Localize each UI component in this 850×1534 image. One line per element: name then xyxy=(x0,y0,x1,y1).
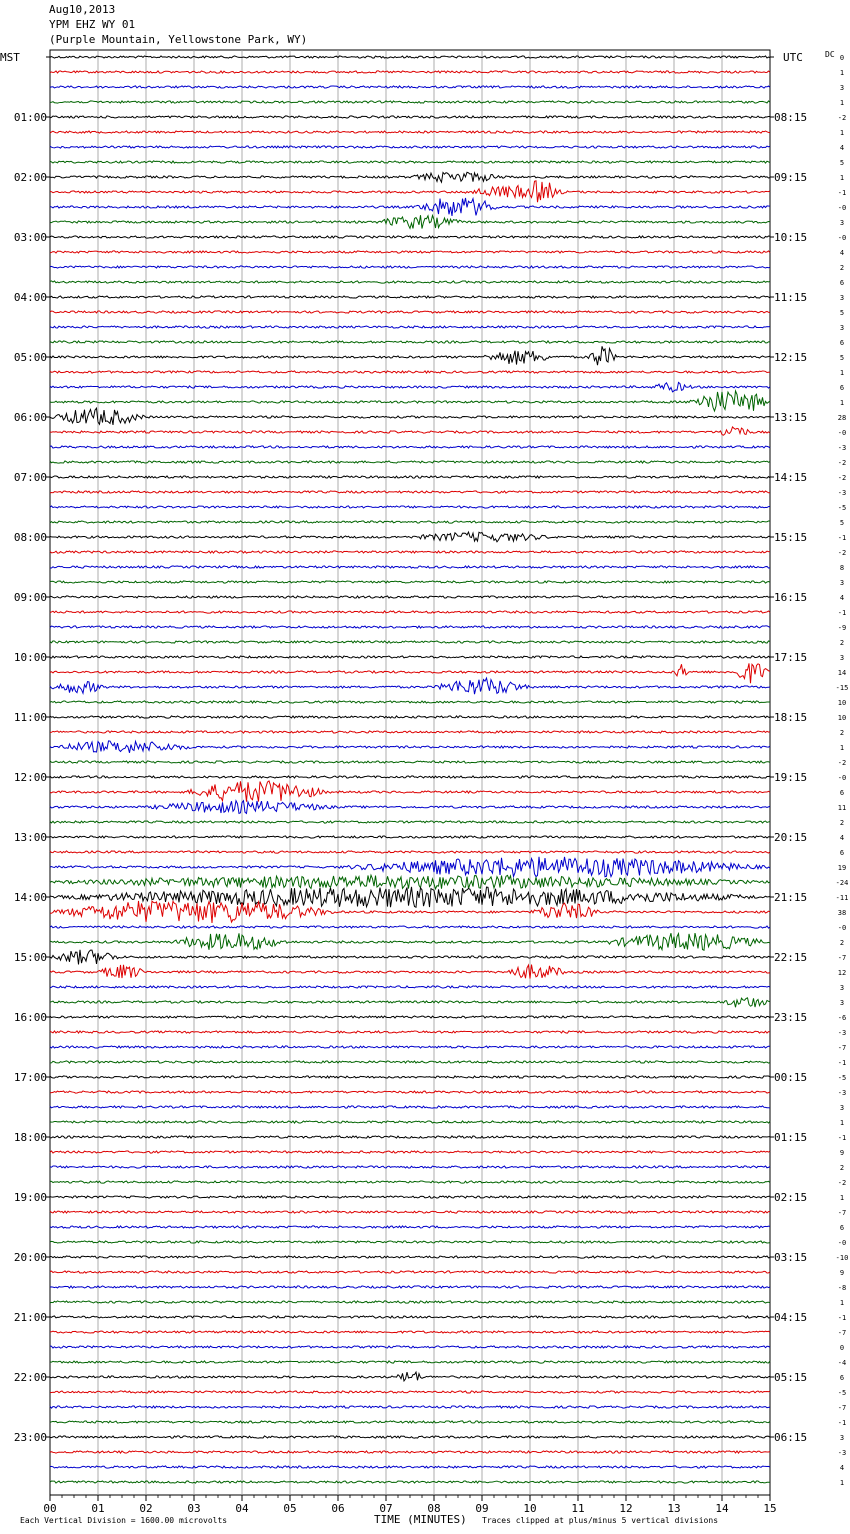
utc-hour-label: 02:15 xyxy=(774,1191,808,1204)
dc-offset-value: -1 xyxy=(837,1314,847,1322)
x-axis-title: TIME (MINUTES) xyxy=(374,1513,467,1526)
seismic-trace xyxy=(50,446,770,448)
seismic-trace xyxy=(50,1076,770,1078)
seismic-trace xyxy=(50,521,770,523)
dc-offset-value: -5 xyxy=(837,1389,847,1397)
utc-hour-label: 11:15 xyxy=(774,291,808,304)
dc-offset-value: 5 xyxy=(839,354,845,362)
seismic-trace xyxy=(50,1436,770,1438)
dc-offset-value: -3 xyxy=(837,1449,847,1457)
mst-hour-label: 10:00 xyxy=(13,651,47,664)
dc-offset-value: 12 xyxy=(837,969,847,977)
utc-hour-label: 16:15 xyxy=(774,591,808,604)
dc-offset-value: 2 xyxy=(839,639,845,647)
seismic-trace xyxy=(50,391,770,411)
utc-hour-label: 19:15 xyxy=(774,771,808,784)
dc-offset-value: 2 xyxy=(839,819,845,827)
scale-note: Each Vertical Division = 1600.00 microvolts xyxy=(20,1516,228,1525)
seismic-trace xyxy=(50,131,770,133)
dc-offset-value: 1 xyxy=(839,174,845,182)
seismic-trace xyxy=(50,476,770,478)
utc-hour-label: 20:15 xyxy=(774,831,808,844)
mst-hour-label: 21:00 xyxy=(13,1311,47,1324)
seismic-trace xyxy=(50,71,770,73)
dc-offset-value: 1 xyxy=(839,369,845,377)
seismic-trace xyxy=(50,296,770,298)
seismic-trace xyxy=(50,965,770,979)
seismic-trace xyxy=(50,116,770,118)
mst-hour-label: 06:00 xyxy=(13,411,47,424)
seismic-trace xyxy=(50,1121,770,1123)
seismic-trace xyxy=(50,887,770,907)
mst-hour-label: 09:00 xyxy=(13,591,47,604)
seismic-trace xyxy=(50,950,770,965)
dc-offset-value: 28 xyxy=(837,414,847,422)
dc-offset-value: 3 xyxy=(839,654,845,662)
seismic-trace xyxy=(50,1196,770,1198)
dc-offset-value: -0 xyxy=(837,774,847,782)
seismic-trace xyxy=(50,1061,770,1063)
seismic-trace xyxy=(50,1046,770,1048)
x-tick-label: 10 xyxy=(523,1502,537,1515)
station-location: (Purple Mountain, Yellowstone Park, WY) xyxy=(49,33,308,46)
dc-offset-value: -24 xyxy=(835,879,849,887)
utc-hour-label: 17:15 xyxy=(774,651,808,664)
seismic-trace xyxy=(50,933,770,950)
seismic-trace xyxy=(50,776,770,778)
mst-hour-label: 17:00 xyxy=(13,1071,47,1084)
seismic-trace xyxy=(50,266,770,268)
dc-offset-value: 1 xyxy=(839,1479,845,1487)
utc-hour-label: 15:15 xyxy=(774,531,808,544)
left-timezone-label: MST xyxy=(0,51,20,64)
x-tick-label: 07 xyxy=(379,1502,393,1515)
dc-offset-value: 3 xyxy=(839,1104,845,1112)
seismic-trace xyxy=(50,596,770,598)
dc-offset-value: -1 xyxy=(837,1419,847,1427)
seismic-traces xyxy=(50,56,770,1483)
dc-offset-value: 6 xyxy=(839,789,845,797)
seismic-trace xyxy=(50,408,770,425)
dc-offset-value: 4 xyxy=(839,1464,845,1472)
seismic-trace xyxy=(50,311,770,313)
seismic-trace xyxy=(50,281,770,283)
seismic-trace xyxy=(50,611,770,613)
utc-hour-label: 13:15 xyxy=(774,411,808,424)
seismic-trace xyxy=(50,741,770,753)
seismic-trace xyxy=(50,1481,770,1483)
seismic-trace xyxy=(50,1451,770,1453)
dc-offset-value: -0 xyxy=(837,204,847,212)
dc-offset-value: 11 xyxy=(837,804,847,812)
dc-offset-value: -2 xyxy=(837,549,847,557)
utc-hour-label: 00:15 xyxy=(774,1071,808,1084)
mst-hour-label: 05:00 xyxy=(13,351,47,364)
x-tick-label: 13 xyxy=(667,1502,681,1515)
seismic-trace xyxy=(50,1361,770,1363)
seismic-trace xyxy=(50,1466,770,1468)
dc-offset-value: -2 xyxy=(837,759,847,767)
x-tick-label: 15 xyxy=(763,1502,777,1515)
mst-hour-label: 03:00 xyxy=(13,231,47,244)
dc-offset-value: 5 xyxy=(839,309,845,317)
dc-offset-value: 3 xyxy=(839,84,845,92)
seismic-trace xyxy=(50,506,770,508)
seismic-trace xyxy=(50,626,770,628)
axis-labels xyxy=(14,54,848,1515)
utc-hour-label: 09:15 xyxy=(774,171,808,184)
seismic-trace xyxy=(50,566,770,568)
dc-offset-value: -1 xyxy=(837,189,847,197)
seismic-trace xyxy=(50,101,770,103)
utc-hour-label: 04:15 xyxy=(774,1311,808,1324)
x-tick-label: 00 xyxy=(43,1502,57,1515)
mst-hour-label: 12:00 xyxy=(13,771,47,784)
utc-hour-label: 12:15 xyxy=(774,351,808,364)
dc-offset-value: 0 xyxy=(839,54,845,62)
seismic-trace xyxy=(50,761,770,763)
seismic-trace xyxy=(50,161,770,163)
utc-hour-label: 22:15 xyxy=(774,951,808,964)
dc-offset-value: -2 xyxy=(837,459,847,467)
seismic-trace xyxy=(50,1031,770,1033)
dc-offset-value: -2 xyxy=(837,114,847,122)
dc-offset-value: 2 xyxy=(839,729,845,737)
seismic-trace xyxy=(50,236,770,238)
seismic-trace xyxy=(50,641,770,643)
dc-offset-value: 3 xyxy=(839,294,845,302)
dc-offset-value: 1 xyxy=(839,744,845,752)
seismic-trace xyxy=(50,1271,770,1273)
mst-hour-label: 22:00 xyxy=(13,1371,47,1384)
seismic-trace xyxy=(50,716,770,718)
mst-hour-label: 19:00 xyxy=(13,1191,47,1204)
mst-hour-label: 01:00 xyxy=(13,111,47,124)
dc-offset-value: -11 xyxy=(835,894,849,902)
mst-hour-label: 11:00 xyxy=(13,711,47,724)
x-tick-label: 14 xyxy=(715,1502,729,1515)
dc-offset-value: 6 xyxy=(839,384,845,392)
dc-offset-value: 6 xyxy=(839,1224,845,1232)
dc-offset-value: -2 xyxy=(837,1179,847,1187)
x-tick-label: 03 xyxy=(187,1502,201,1515)
dc-offset-value: 3 xyxy=(839,219,845,227)
dc-offset-value: 9 xyxy=(839,1269,845,1277)
mst-hour-label: 02:00 xyxy=(13,171,47,184)
dc-offset-value: 3 xyxy=(839,999,845,1007)
x-tick-label: 01 xyxy=(91,1502,105,1515)
seismic-trace xyxy=(50,198,770,216)
dc-label: DC xyxy=(825,50,835,59)
dc-offset-value: 3 xyxy=(839,1434,845,1442)
dc-offset-value: 0 xyxy=(839,1344,845,1352)
seismic-trace xyxy=(50,427,770,435)
seismic-trace xyxy=(50,1331,770,1333)
seismic-trace xyxy=(50,1241,770,1243)
mst-hour-label: 18:00 xyxy=(13,1131,47,1144)
dc-offset-value: 1 xyxy=(839,99,845,107)
dc-offset-value: 4 xyxy=(839,144,845,152)
dc-offset-value: 19 xyxy=(837,864,847,872)
dc-offset-value: -1 xyxy=(837,534,847,542)
seismic-trace xyxy=(50,1226,770,1228)
seismic-trace xyxy=(50,251,770,253)
seismic-trace xyxy=(50,382,770,391)
dc-offset-value: -3 xyxy=(837,489,847,497)
dc-offset-value: 10 xyxy=(837,699,847,707)
dc-offset-value: -0 xyxy=(837,1239,847,1247)
dc-offset-value: 2 xyxy=(839,1164,845,1172)
dc-offset-value: -1 xyxy=(837,1134,847,1142)
seismic-trace xyxy=(50,491,770,493)
dc-offset-value: -0 xyxy=(837,234,847,242)
seismic-trace xyxy=(50,581,770,583)
seismic-trace xyxy=(50,656,770,658)
station-code: YPM EHZ WY 01 xyxy=(49,18,136,31)
dc-offset-value: -7 xyxy=(837,1044,847,1052)
dc-offset-value: 9 xyxy=(839,1149,845,1157)
utc-hour-label: 10:15 xyxy=(774,231,808,244)
seismic-trace xyxy=(50,781,770,802)
seismic-trace xyxy=(50,346,770,365)
seismic-trace xyxy=(50,901,770,923)
right-timezone-label: UTC xyxy=(783,51,803,64)
seismic-trace xyxy=(50,1256,770,1258)
clip-note: Traces clipped at plus/minus 5 vertical divisions xyxy=(482,1516,719,1525)
seismic-trace xyxy=(50,532,770,542)
utc-hour-label: 03:15 xyxy=(774,1251,808,1264)
seismic-trace xyxy=(50,371,770,373)
dc-offset-value: 1 xyxy=(839,1299,845,1307)
seismic-trace xyxy=(50,326,770,328)
seismic-trace xyxy=(50,1166,770,1168)
seismic-trace xyxy=(50,836,770,838)
dc-offset-value: 4 xyxy=(839,249,845,257)
dc-offset-value: 2 xyxy=(839,264,845,272)
dc-offset-value: 8 xyxy=(839,564,845,572)
dc-offset-value: -2 xyxy=(837,474,847,482)
dc-offset-value: -7 xyxy=(837,1329,847,1337)
seismic-trace xyxy=(50,875,770,889)
mst-hour-label: 13:00 xyxy=(13,831,47,844)
dc-offset-value: -9 xyxy=(837,624,847,632)
x-tick-label: 11 xyxy=(571,1502,585,1515)
dc-offset-value: 3 xyxy=(839,579,845,587)
dc-offset-value: 1 xyxy=(839,399,845,407)
utc-hour-label: 18:15 xyxy=(774,711,808,724)
mst-hour-label: 15:00 xyxy=(13,951,47,964)
dc-offset-value: 2 xyxy=(839,939,845,947)
seismic-trace xyxy=(50,986,770,988)
x-tick-label: 12 xyxy=(619,1502,633,1515)
dc-offset-value: 6 xyxy=(839,1374,845,1382)
dc-offset-value: 10 xyxy=(837,714,847,722)
dc-offset-value: 3 xyxy=(839,984,845,992)
utc-hour-label: 06:15 xyxy=(774,1431,808,1444)
mst-hour-label: 20:00 xyxy=(13,1251,47,1264)
seismic-trace xyxy=(50,1406,770,1408)
mst-hour-label: 08:00 xyxy=(13,531,47,544)
dc-offset-value: -7 xyxy=(837,954,847,962)
x-tick-label: 04 xyxy=(235,1502,249,1515)
utc-hour-label: 14:15 xyxy=(774,471,808,484)
seismic-trace xyxy=(50,1106,770,1108)
seismic-trace xyxy=(50,1091,770,1093)
dc-offset-value: -3 xyxy=(837,1029,847,1037)
dc-offset-value: -10 xyxy=(835,1254,849,1262)
dc-offset-value: -1 xyxy=(837,609,847,617)
seismic-trace xyxy=(50,181,770,202)
dc-offset-value: 6 xyxy=(839,339,845,347)
dc-offset-value: -7 xyxy=(837,1404,847,1412)
dc-offset-value: 3 xyxy=(839,324,845,332)
seismic-trace xyxy=(50,1391,770,1393)
mst-hour-label: 04:00 xyxy=(13,291,47,304)
seismic-trace xyxy=(50,851,770,853)
seismic-trace xyxy=(50,731,770,733)
dc-offset-value: -6 xyxy=(837,1014,847,1022)
seismic-trace xyxy=(50,1346,770,1348)
dc-offset-value: -0 xyxy=(837,924,847,932)
seismic-trace xyxy=(50,857,770,877)
dc-offset-value: -0 xyxy=(837,429,847,437)
seismic-trace xyxy=(50,821,770,823)
seismic-trace xyxy=(50,926,770,928)
seismic-trace xyxy=(50,1421,770,1423)
seismic-trace xyxy=(50,701,770,703)
mst-hour-label: 23:00 xyxy=(13,1431,47,1444)
dc-offset-value: -4 xyxy=(837,1359,847,1367)
dc-offset-value: -15 xyxy=(835,684,849,692)
dc-offset-value: -1 xyxy=(837,1059,847,1067)
utc-hour-label: 05:15 xyxy=(774,1371,808,1384)
seismic-trace xyxy=(50,1181,770,1183)
seismic-trace xyxy=(50,215,770,228)
dc-offset-value: -5 xyxy=(837,1074,847,1082)
dc-offset-value: 38 xyxy=(837,909,847,917)
seismic-trace xyxy=(50,172,770,182)
utc-hour-label: 08:15 xyxy=(774,111,808,124)
seismic-trace xyxy=(50,801,770,814)
seismic-trace xyxy=(50,551,770,553)
utc-hour-label: 01:15 xyxy=(774,1131,808,1144)
dc-offset-value: 1 xyxy=(839,69,845,77)
x-tick-label: 02 xyxy=(139,1502,153,1515)
seismic-trace xyxy=(50,1016,770,1018)
dc-offset-value: 4 xyxy=(839,834,845,842)
utc-hour-label: 21:15 xyxy=(774,891,808,904)
dc-offset-value: 1 xyxy=(839,129,845,137)
seismic-trace xyxy=(50,1301,770,1303)
chart-date: Aug10,2013 xyxy=(49,3,116,16)
dc-offset-value: 14 xyxy=(837,669,847,677)
seismic-trace xyxy=(50,341,770,343)
dc-offset-value: -7 xyxy=(837,1209,847,1217)
seismic-trace xyxy=(50,998,770,1007)
x-tick-label: 08 xyxy=(427,1502,441,1515)
dc-offset-value: 1 xyxy=(839,1119,845,1127)
dc-offset-value: 6 xyxy=(839,849,845,857)
dc-offset-value: 4 xyxy=(839,594,845,602)
seismic-trace xyxy=(50,1151,770,1153)
dc-offset-value: 6 xyxy=(839,279,845,287)
dc-offset-value: 5 xyxy=(839,159,845,167)
seismic-trace xyxy=(50,1286,770,1288)
x-tick-label: 09 xyxy=(475,1502,489,1515)
seismic-trace xyxy=(50,1136,770,1138)
seismic-trace xyxy=(50,86,770,88)
seismic-trace xyxy=(50,56,770,58)
mst-hour-label: 14:00 xyxy=(13,891,47,904)
dc-offset-value: -8 xyxy=(837,1284,847,1292)
mst-hour-label: 07:00 xyxy=(13,471,47,484)
mst-hour-label: 16:00 xyxy=(13,1011,47,1024)
dc-offset-value: 1 xyxy=(839,1194,845,1202)
seismic-trace xyxy=(50,663,770,683)
x-tick-label: 06 xyxy=(331,1502,345,1515)
dc-offset-value: -3 xyxy=(837,1089,847,1097)
seismic-trace xyxy=(50,678,770,694)
seismic-trace xyxy=(50,461,770,463)
utc-hour-label: 23:15 xyxy=(774,1011,808,1024)
seismic-trace xyxy=(50,146,770,148)
x-tick-label: 05 xyxy=(283,1502,297,1515)
dc-offset-value: -5 xyxy=(837,504,847,512)
seismic-trace xyxy=(50,1211,770,1213)
seismic-trace xyxy=(50,1316,770,1318)
dc-offset-value: -3 xyxy=(837,444,847,452)
dc-offset-value: 5 xyxy=(839,519,845,527)
seismic-trace xyxy=(50,1372,770,1381)
